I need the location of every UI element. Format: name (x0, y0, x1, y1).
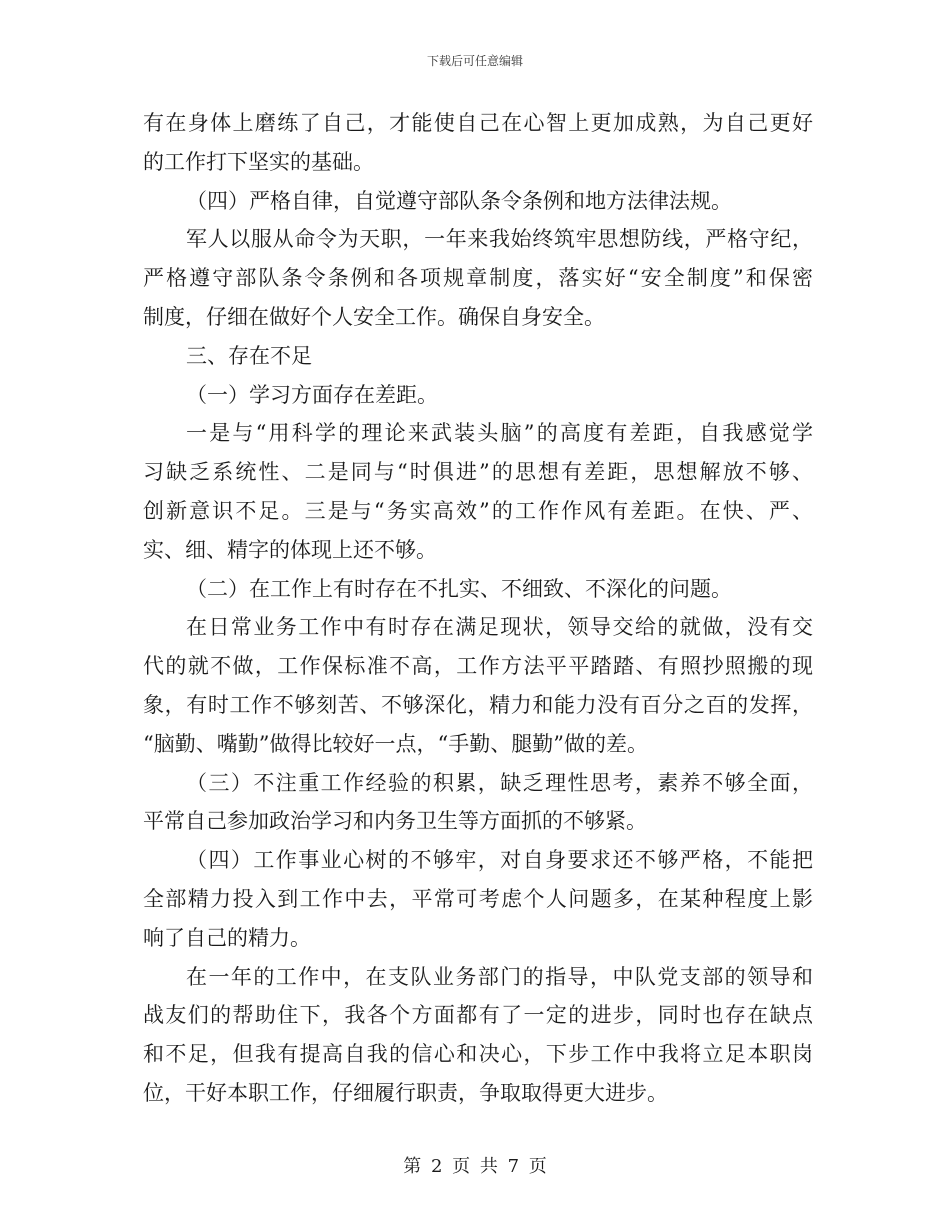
section-heading: （四）工作事业心树的不够牢，对自身要求还不够严格，不能把 (186, 848, 813, 873)
section-heading: （四）严格自律，自觉遵守部队条令条例和地方法律法规。 (186, 188, 732, 213)
text-line: 响了自己的精力。 (143, 925, 311, 950)
section-heading: （三）不注重工作经验的积累，缺乏理性思考，素养不够全面， (186, 770, 813, 795)
section-heading: 三、存在不足 (186, 343, 312, 368)
text-line: 象，有时工作不够刻苦、不够深化，精力和能力没有百分之百的发挥， (143, 692, 813, 717)
text-line: 在日常业务工作中有时存在满足现状，领导交给的就做，没有交 (186, 615, 813, 640)
text-line: 一是与“用科学的理论来武装头脑”的高度有差距，自我感觉学 (186, 421, 813, 446)
text-line: 军人以服从命令为天职，一年来我始终筑牢思想防线，严格守纪， (186, 227, 813, 252)
page-number: 第 2 页 共 7 页 (403, 1156, 547, 1177)
text-line: 在一年的工作中，在支队业务部门的指导，中队党支部的领导和 (186, 964, 813, 989)
text-line: 代的就不做，工作保标准不高，工作方法平平踏踏、有照抄照搬的现 (143, 654, 813, 679)
page-header-note: 下载后可任意编辑 (426, 54, 523, 68)
text-line: 创新意识不足。三是与“务实高效”的工作作风有差距。在快、严、 (143, 498, 813, 523)
text-line: 和不足，但我有提高自我的信心和决心，下步工作中我将立足本职岗 (143, 1042, 813, 1067)
text-line: 习缺乏系统性、二是同与“时俱进”的思想有差距，思想解放不够、 (143, 460, 813, 485)
text-line: 有在身体上磨练了自己，才能使自己在心智上更加成熟，为自己更好 (143, 111, 813, 135)
text-line: 的工作打下坚实的基础。 (143, 149, 374, 174)
text-line: 制度，仔细在做好个人安全工作。确保自身安全。 (143, 304, 605, 329)
text-line: 全部精力投入到工作中去，平常可考虑个人问题多，在某种程度上影 (143, 886, 813, 911)
section-heading: （二）在工作上有时存在不扎实、不细致、不深化的问题。 (186, 576, 732, 601)
text-line: 严格遵守部队条令条例和各项规章制度，落实好“安全制度”和保密 (143, 266, 813, 291)
text-line: “脑勤、嘴勤”做得比较好一点，“手勤、腿勤”做的差。 (143, 731, 648, 756)
document-body (143, 104, 813, 1113)
text-line: 实、细、精字的体现上还不够。 (143, 537, 437, 562)
section-heading: （一）学习方面存在差距。 (186, 382, 438, 407)
text-line: 位，干好本职工作，仔细履行职责，争取取得更大进步。 (143, 1080, 668, 1105)
text-line: 战友们的帮助住下，我各个方面都有了一定的进步，同时也存在缺点 (143, 1003, 813, 1028)
text-line: 平常自己参加政治学习和内务卫生等方面抓的不够紧。 (143, 809, 647, 834)
